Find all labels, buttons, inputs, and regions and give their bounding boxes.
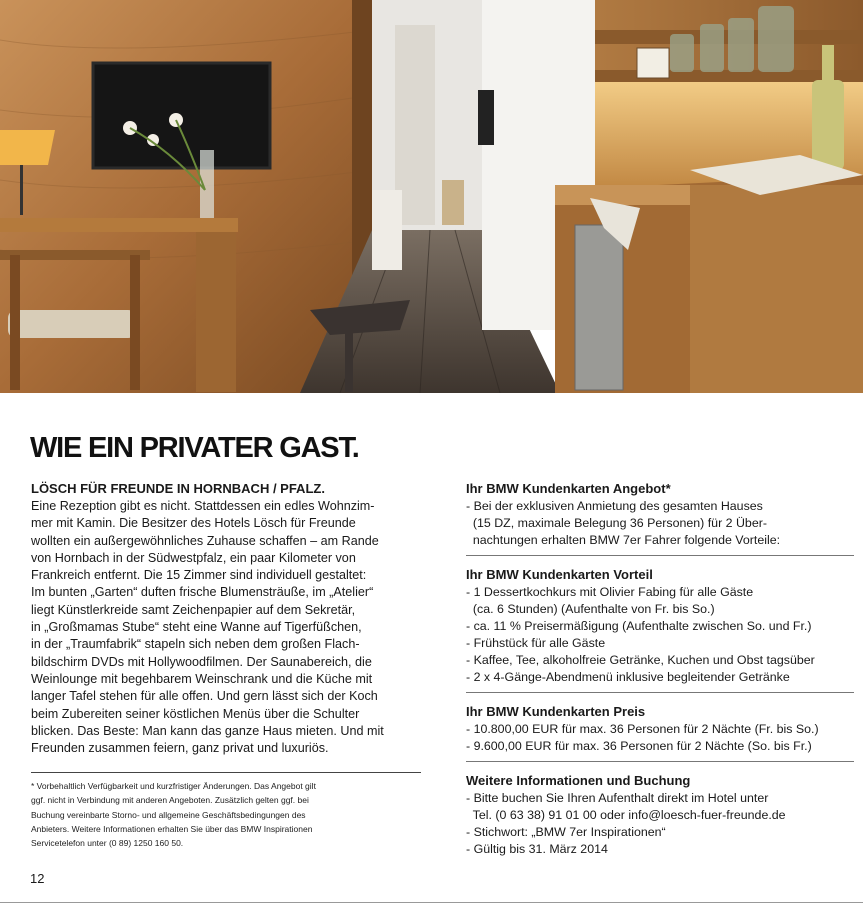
- benefit-line: - 2 x 4-Gänge-Abendmenü inklusive begleitender Getränke: [466, 670, 790, 684]
- article-line: Eine Rezeption gibt es nicht. Stattdessen ein edles Wohnzim-: [31, 499, 375, 513]
- benefit-line: - ca. 11 % Preisermäßigung (Aufenthalte zwischen So. und Fr.): [466, 619, 812, 633]
- article-line: mer mit Kamin. Die Besitzer des Hotels Lösch für Freunde: [31, 516, 356, 531]
- price-line: - 9.600,00 EUR für max. 36 Personen für 2 Nächte (So. bis Fr.): [466, 739, 812, 753]
- article-line: von Hornbach in der Südwestpfalz, ein paar Kilometer von: [31, 550, 356, 565]
- page-number: 12: [30, 871, 45, 886]
- benefit-lines: [466, 584, 854, 686]
- footnote-line: Anbieters. Weitere Informationen erhalten Sie über das BMW Inspirationen: [31, 823, 313, 834]
- offer-line: (15 DZ, maximale Belegung 36 Personen) für 2 Über-: [466, 516, 767, 530]
- article-line: Im bunten „Garten“ duften frische Blumensträuße, im „Atelier“: [31, 585, 374, 600]
- article-subhead: LÖSCH FÜR FREUNDE IN HORNBACH / PFALZ.: [31, 481, 325, 496]
- price-line: - 10.800,00 EUR für max. 36 Personen für 2 Nächte (Fr. bis So.): [466, 722, 819, 736]
- article-line: beim Zubereiten seiner köstlichen Menüs über die Schulter: [31, 706, 360, 721]
- page-title: WIE EIN PRIVATER GAST.: [30, 432, 359, 464]
- article-line: in „Großmamas Stube“ steht eine Wanne auf Tigerfüßchen,: [31, 620, 362, 635]
- footnote: [31, 772, 421, 850]
- benefit-line: (ca. 6 Stunden) (Aufenthalte von Fr. bis So.): [466, 602, 715, 616]
- price-title: Ihr BMW Kundenkarten Preis: [466, 704, 646, 719]
- benefit-line: - Kaffee, Tee, alkoholfreie Getränke, Kuchen und Obst tagsüber: [466, 653, 815, 667]
- offer-line: nachtungen erhalten BMW 7er Fahrer folgende Vorteile:: [466, 533, 781, 547]
- price-lines: [466, 721, 854, 755]
- article-line: Freunden zusammen feiern, ganz privat und luxuriös.: [31, 741, 329, 756]
- footnote-line: Buchung vereinbarte Storno- und allgemeine Geschäftsbedingungen des: [31, 809, 306, 820]
- article-line: liegt Künstlerkreide samt Zeichenpapier auf dem Sekretär,: [31, 602, 356, 617]
- booking-title: Weitere Informationen und Buchung: [466, 773, 691, 788]
- article-body: [31, 498, 416, 757]
- benefit-line: - 1 Dessertkochkurs mit Olivier Fabing für alle Gäste: [466, 585, 754, 599]
- booking-line: - Stichwort: „BMW 7er Inspirationen“: [466, 825, 666, 839]
- page-bottom-rule: [0, 902, 863, 903]
- article-line: Frankreich entfernt. Die 15 Zimmer sind individuell gestaltet:: [31, 568, 367, 583]
- offer-line: - Bei der exklusiven Anmietung des gesamten Hauses: [466, 499, 763, 513]
- booking-section: [466, 772, 854, 864]
- footnote-line: ggf. nicht in Verbindung mit anderen Angeboten. Zusätzlich gelten ggf. bei: [31, 795, 309, 806]
- offer-section: [466, 480, 854, 556]
- benefit-title: Ihr BMW Kundenkarten Vorteil: [466, 567, 653, 582]
- booking-contact-line: Tel. (0 63 38) 91 01 00 oder info@loesch-fuer-freunde.de: [466, 808, 786, 822]
- article-line: Weinlounge mit begehbarem Weinschrank und die Küche mit: [31, 671, 373, 686]
- offer-sidebar: [466, 480, 854, 874]
- footnote-line: * Vorbehaltlich Verfügbarkeit und kurzfristiger Änderungen. Das Angebot gilt: [31, 781, 316, 791]
- footnote-line: Servicetelefon unter (0 89) 1250 160 50.: [31, 838, 184, 849]
- article-line: blicken. Das Beste: Man kann das ganze Haus mieten. Und mit: [31, 723, 384, 738]
- article: [31, 480, 416, 757]
- price-section: [466, 703, 854, 762]
- hotel-room-photo: [0, 0, 863, 393]
- offer-lines: [466, 498, 854, 549]
- benefit-line: - Frühstück für alle Gäste: [466, 636, 606, 650]
- offer-title: Ihr BMW Kundenkarten Angebot*: [466, 481, 671, 496]
- booking-lines: [466, 790, 854, 858]
- booking-line: - Bitte buchen Sie Ihren Aufenthalt direkt im Hotel unter: [466, 791, 769, 805]
- article-line: bildschirm DVDs mit Hollywoodfilmen. Der Saunabereich, die: [31, 654, 372, 669]
- article-line: wollten ein außergewöhnliches Zuhause schaffen – am Rande: [31, 533, 379, 548]
- benefit-section: [466, 566, 854, 693]
- booking-line: - Gültig bis 31. März 2014: [466, 842, 608, 856]
- article-line: langer Tafel stehen für alle offen. Und gern lässt sich der Koch: [31, 689, 378, 704]
- article-line: in der „Traumfabrik“ stapeln sich neben dem großen Flach-: [31, 637, 360, 652]
